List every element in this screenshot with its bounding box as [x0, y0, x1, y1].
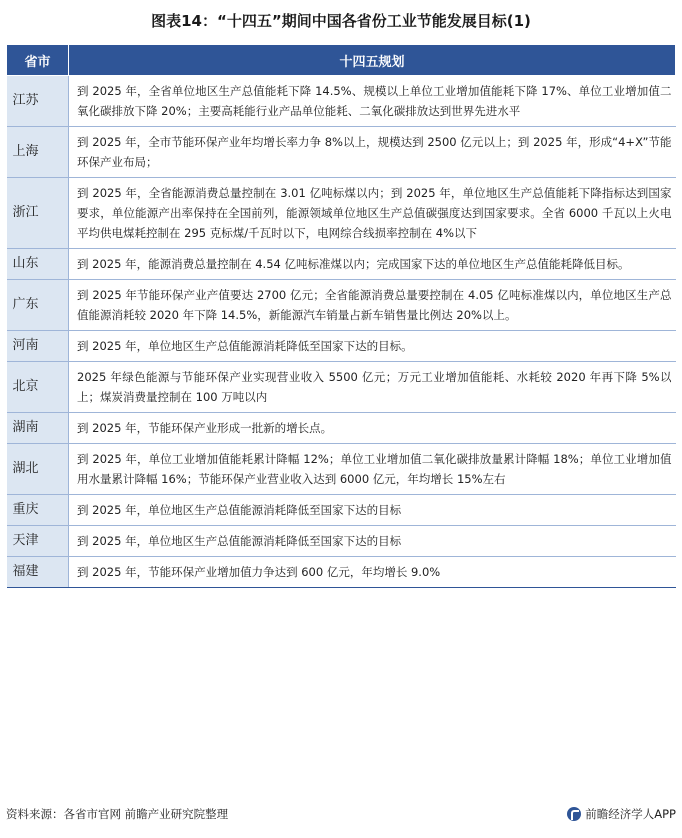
brand — [567, 806, 676, 822]
table-row — [7, 444, 676, 495]
brand-logo-icon — [567, 807, 581, 821]
plan-cell: 到 2025 年，单位地区生产总值能源消耗降低至国家下达的目标 — [69, 495, 676, 526]
table-row — [7, 526, 676, 557]
table-row — [7, 249, 676, 280]
province-cell: 山东 — [7, 249, 69, 280]
plan-cell: 到 2025 年，节能环保产业形成一批新的增长点。 — [69, 413, 676, 444]
plan-cell: 到 2025 年，全省单位地区生产总值能耗下降 14.5%、规模以上单位工业增加值能耗下降 17%、单位工业增加值二氧化碳排放下降 20%；主要高耗能行业产品单位能耗、二氧化碳排放达到世界先进水平 — [69, 76, 676, 127]
table-row — [7, 362, 676, 413]
province-cell: 天津 — [7, 526, 69, 557]
province-cell: 湖北 — [7, 444, 69, 495]
table-row — [7, 76, 676, 127]
table-row — [7, 178, 676, 249]
targets-table — [6, 44, 676, 588]
chart-title: 图表14：“十四五”期间中国各省份工业节能发展目标(1) — [151, 12, 531, 30]
plan-cell: 2025 年绿色能源与节能环保产业实现营业收入 5500 亿元；万元工业增加值能耗、水耗较 2020 年再下降 5%以上；煤炭消费量控制在 100 万吨以内 — [69, 362, 676, 413]
province-cell: 江苏 — [7, 76, 69, 127]
province-cell: 上海 — [7, 127, 69, 178]
footer — [6, 806, 676, 826]
province-cell: 浙江 — [7, 178, 69, 249]
table-row — [7, 413, 676, 444]
plan-cell: 到 2025 年，单位工业增加值能耗累计降幅 12%；单位工业增加值二氧化碳排放量累计降幅 18%；单位工业增加值用水量累计降幅 16%；节能环保产业营业收入达到 6000 亿元，年均增长 15%左右 — [69, 444, 676, 495]
table-row — [7, 331, 676, 362]
table-row — [7, 495, 676, 526]
table-header-row — [7, 45, 676, 76]
table-row — [7, 557, 676, 588]
plan-cell: 到 2025 年，单位地区生产总值能源消耗降低至国家下达的目标 — [69, 526, 676, 557]
province-cell: 北京 — [7, 362, 69, 413]
source-note: 资料来源：各省市官网 前瞻产业研究院整理 — [6, 807, 229, 821]
province-cell: 重庆 — [7, 495, 69, 526]
province-cell: 广东 — [7, 280, 69, 331]
province-cell: 湖南 — [7, 413, 69, 444]
province-cell: 河南 — [7, 331, 69, 362]
header-province: 省市 — [7, 45, 69, 76]
brand-name: 前瞻经济学人APP — [585, 807, 676, 821]
header-plan: 十四五规划 — [69, 45, 676, 76]
plan-cell: 到 2025 年，节能环保产业增加值力争达到 600 亿元，年均增长 9.0% — [69, 557, 676, 588]
plan-cell: 到 2025 年，单位地区生产总值能源消耗降低至国家下达的目标。 — [69, 331, 676, 362]
plan-cell: 到 2025 年节能环保产业产值要达 2700 亿元；全省能源消费总量要控制在 4.05 亿吨标准煤以内，单位地区生产总值能源消耗较 2020 年下降 14.5%，新能源汽车销量占新车销售量比例达 20%以上。 — [69, 280, 676, 331]
table-row — [7, 280, 676, 331]
province-cell: 福建 — [7, 557, 69, 588]
table-row — [7, 127, 676, 178]
plan-cell: 到 2025 年，全省能源消费总量控制在 3.01 亿吨标煤以内；到 2025 年，单位地区生产总值能耗下降指标达到国家要求，单位能源产出率保持在全国前列，能源领域单位地区生产总值碳强度达到国家要求。全省 6000 千瓦以上火电平均供电煤耗控制在 295 克标煤/千瓦时以下，电网综合线损率控制在 4%以下 — [69, 178, 676, 249]
plan-cell: 到 2025 年，能源消费总量控制在 4.54 亿吨标准煤以内；完成国家下达的单位地区生产总值能耗降低目标。 — [69, 249, 676, 280]
plan-cell: 到 2025 年，全市节能环保产业年均增长率力争 8%以上，规模达到 2500 亿元以上；到 2025 年，形成“4+X”节能环保产业布局； — [69, 127, 676, 178]
